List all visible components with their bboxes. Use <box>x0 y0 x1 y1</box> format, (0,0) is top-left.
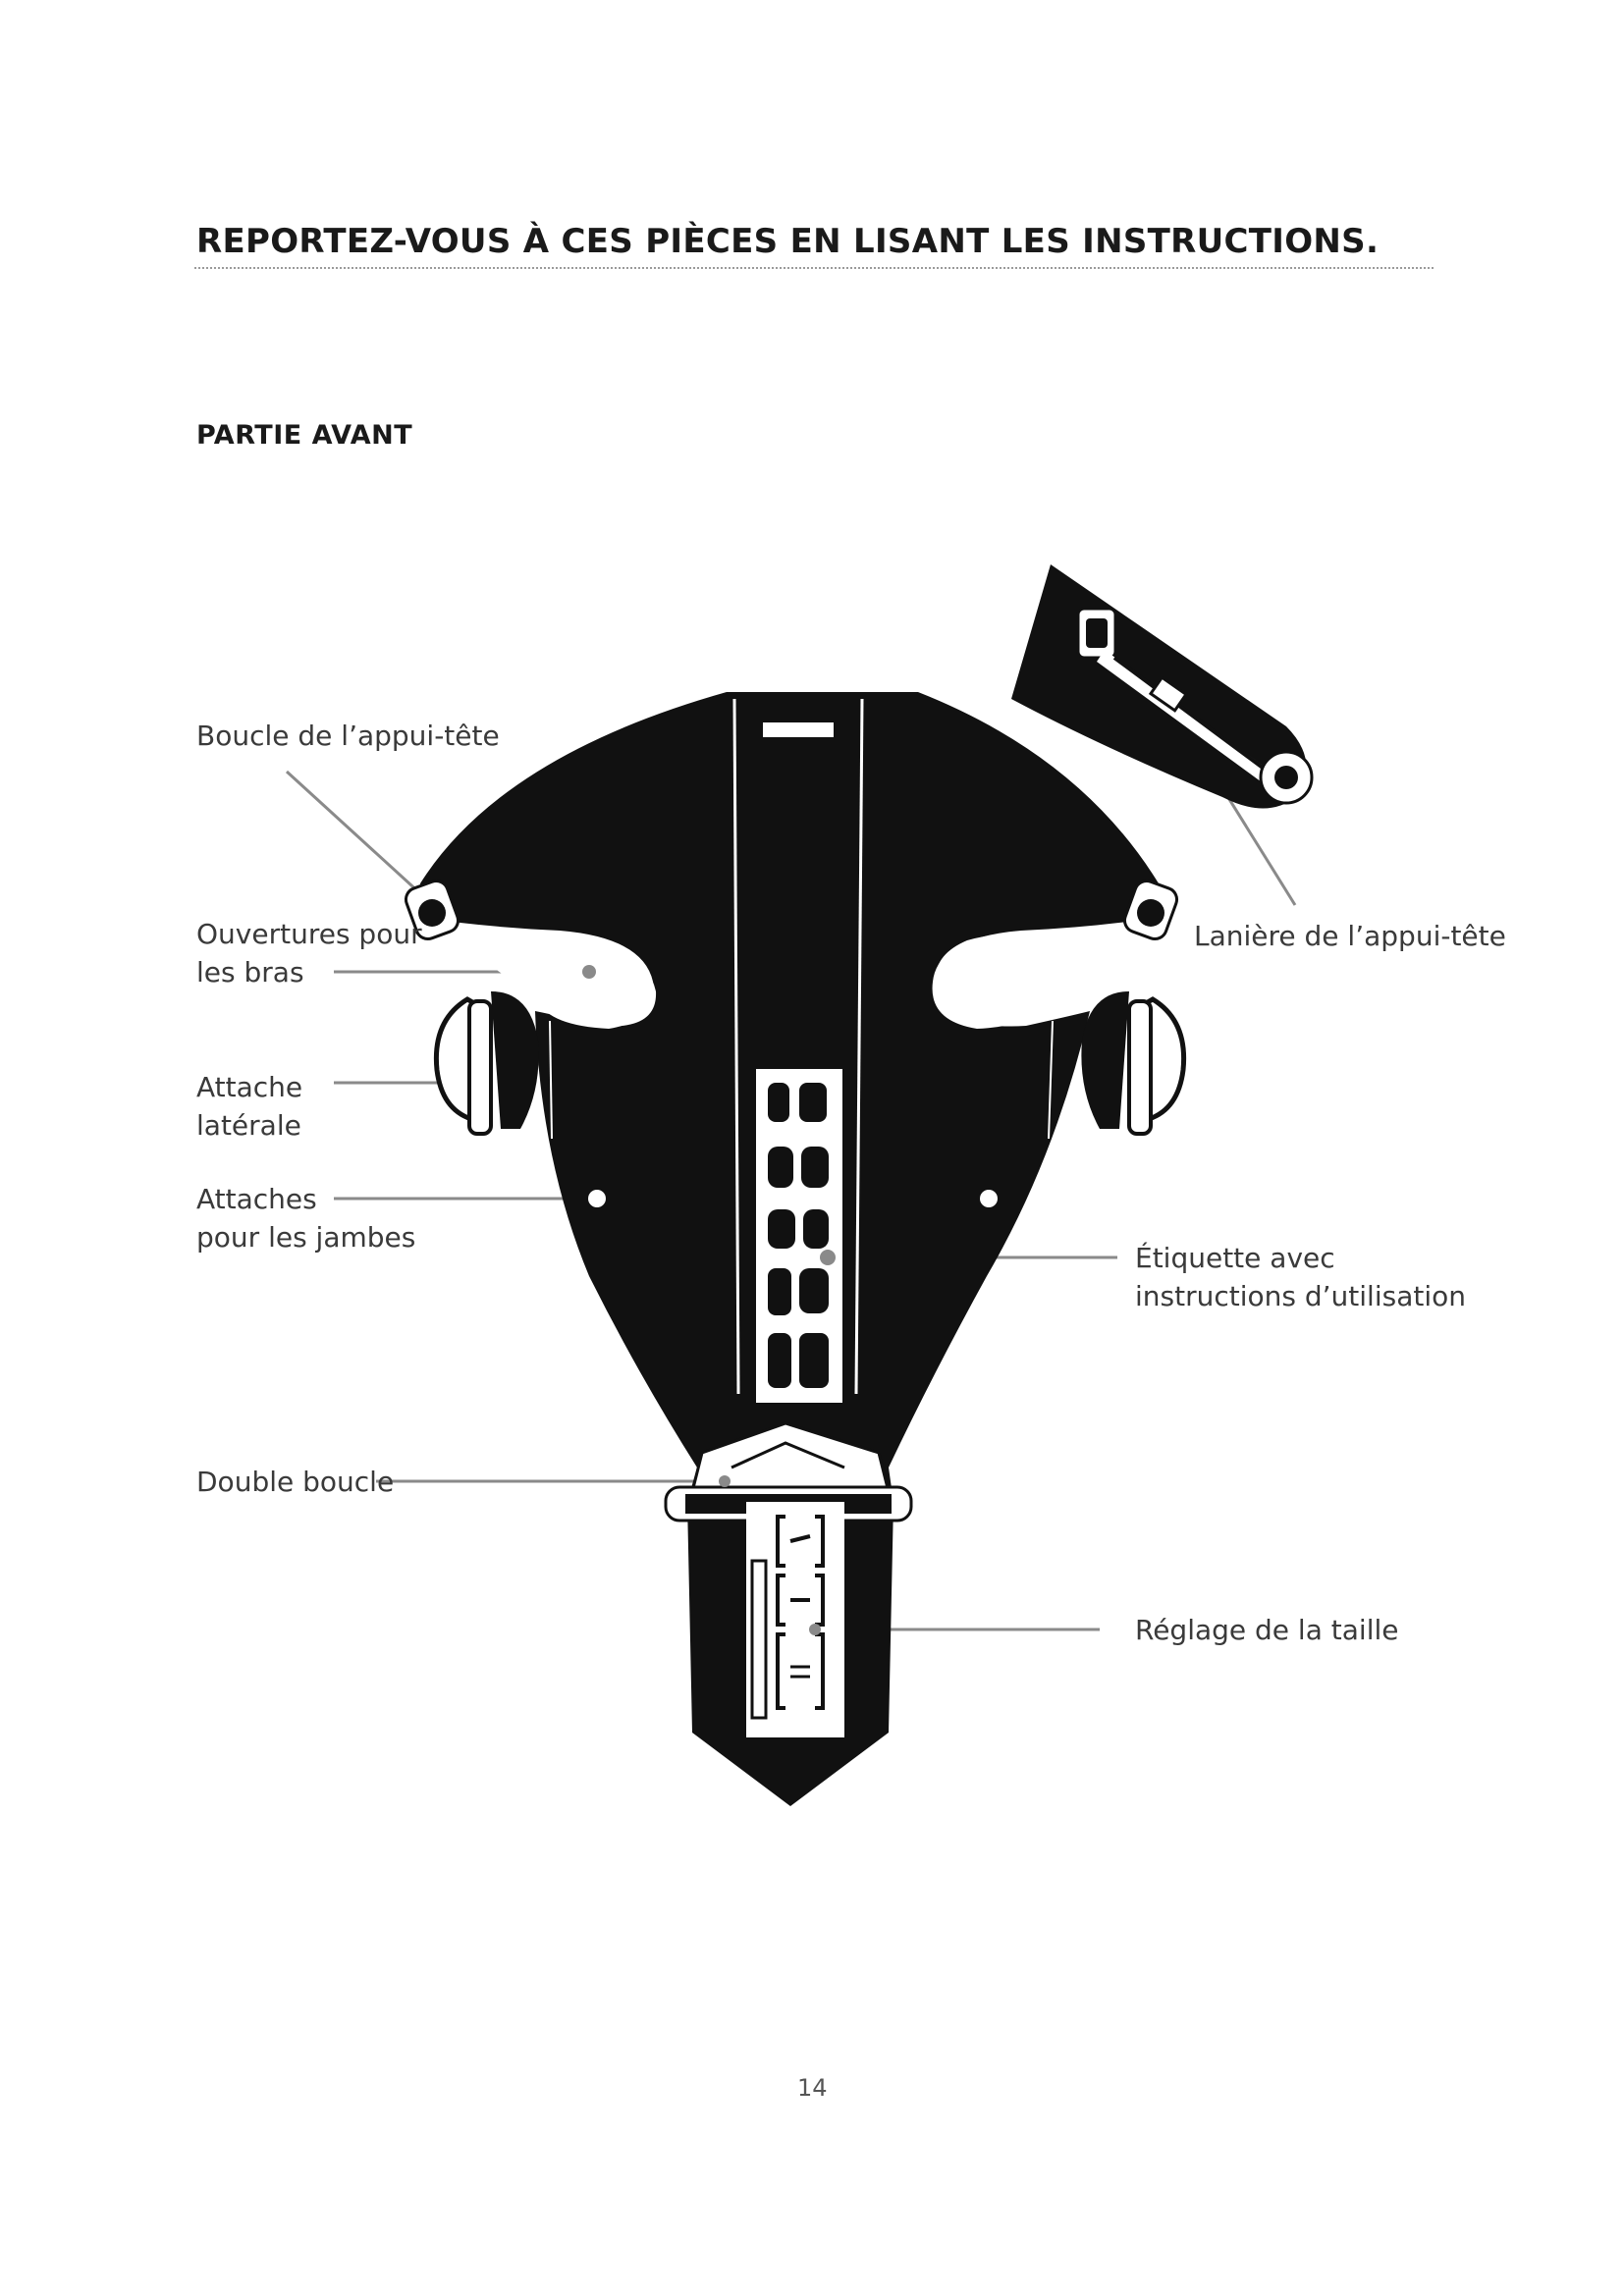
label-double-buckle: Double boucle <box>196 1466 395 1498</box>
label-waist-adjustment: Réglage de la taille <box>1135 1614 1399 1646</box>
label-headrest-buckle: Boucle de l’appui-tête <box>196 720 500 752</box>
label-headrest-strap: Lanière de l’appui-tête <box>1194 920 1506 952</box>
section-title: PARTIE AVANT <box>196 420 413 451</box>
waist-adjustment-panel <box>746 1502 844 1737</box>
label-side-attachment: Attache latérale <box>196 1071 303 1142</box>
label-arm-openings: Ouvertures pour les bras <box>196 918 422 988</box>
page-heading: REPORTEZ-VOUS À CES PIÈCES EN LISANT LES INSTRUCTIONS. <box>196 222 1380 261</box>
label-leg-attachments: Attaches pour les jambes <box>196 1183 416 1254</box>
page-number: 14 <box>797 2074 828 2102</box>
leader-headrest-buckle <box>287 772 422 895</box>
instruction-label-panel <box>756 1069 842 1403</box>
label-instruction-label: Étiquette avec instructions d’utilisation <box>1135 1242 1466 1312</box>
right-side-attachment <box>1081 991 1183 1134</box>
carrier-body <box>403 692 1184 1806</box>
left-side-attachment <box>436 991 538 1134</box>
